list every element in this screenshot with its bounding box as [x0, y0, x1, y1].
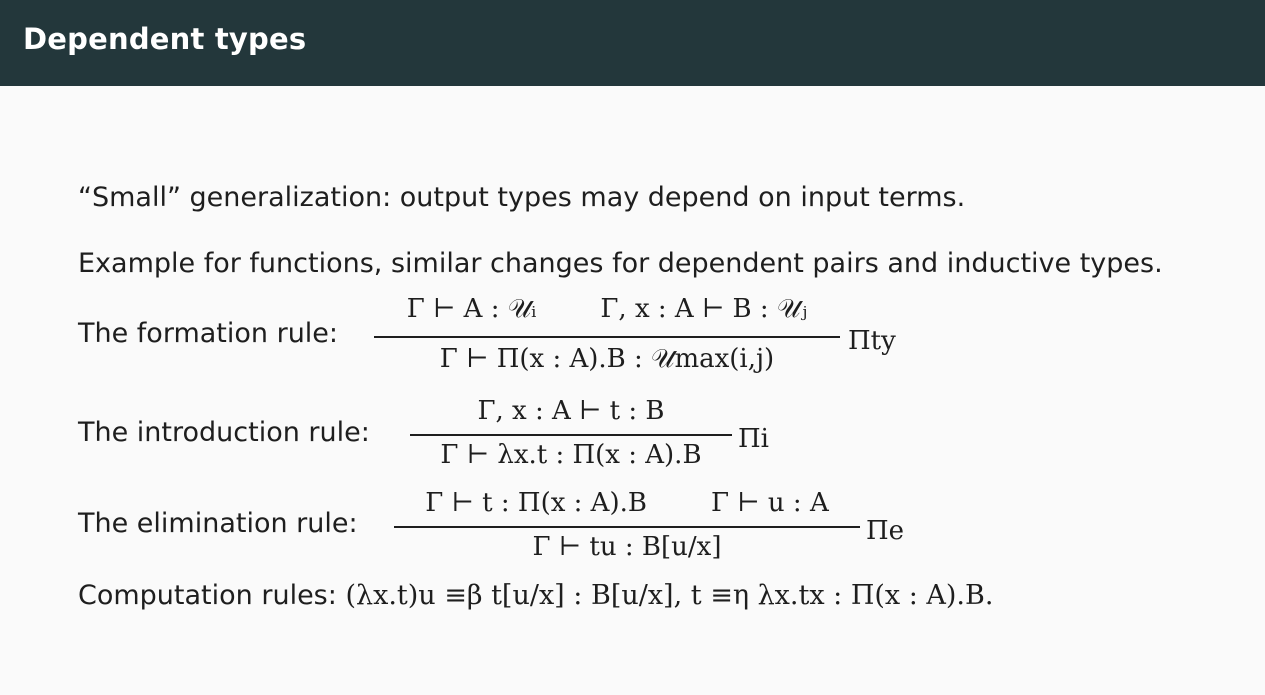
- introduction-inference-bar: [410, 434, 732, 436]
- formation-rule-label: The formation rule:: [78, 318, 339, 349]
- elimination-premise-1: Γ ⊢ t : Π(x : A).B: [425, 488, 647, 518]
- computation-rules: [78, 580, 993, 611]
- elimination-rule-name: Πe: [866, 516, 905, 546]
- formation-inference-bar: [374, 336, 840, 338]
- intro-line-1: “Small” generalization: output types may depend on input terms.: [78, 182, 966, 213]
- elimination-conclusion: Γ ⊢ tu : B[u/x]: [532, 532, 722, 562]
- formation-premise-2: Γ, x : A ⊢ B : 𝒰ⱼ: [600, 294, 808, 324]
- elimination-inference-bar: [394, 526, 860, 528]
- elimination-premises: [394, 488, 860, 518]
- elimination-premise-2: Γ ⊢ u : A: [710, 488, 829, 518]
- slide-title: Dependent types: [23, 22, 307, 56]
- formation-premises: [374, 294, 840, 325]
- introduction-conclusion: Γ ⊢ λx.t : Π(x : A).B: [440, 440, 702, 470]
- introduction-rule-name: Πi: [738, 424, 769, 454]
- formation-conclusion: Γ ⊢ Π(x : A).B : 𝒰max(i,j): [439, 344, 775, 374]
- intro-line-2: Example for functions, similar changes for dependent pairs and inductive types.: [78, 248, 1163, 279]
- formation-rule-fraction: [374, 294, 840, 384]
- introduction-premise: Γ, x : A ⊢ t : B: [477, 396, 665, 426]
- computation-label: Computation rules:: [78, 580, 337, 611]
- formation-rule-name: Πty: [848, 326, 896, 356]
- introduction-rule-label: The introduction rule:: [78, 417, 370, 448]
- introduction-rule-fraction: [410, 396, 732, 476]
- computation-formula: (λx.t)u ≡β t[u/x] : B[u/x], t ≡η λx.tx : Π(x : A).B.: [345, 580, 994, 611]
- elimination-rule-fraction: [394, 488, 860, 568]
- elimination-rule-label: The elimination rule:: [78, 508, 358, 539]
- slide-header: [0, 0, 1265, 86]
- formation-premise-1: Γ ⊢ A : 𝒰ᵢ: [406, 294, 537, 324]
